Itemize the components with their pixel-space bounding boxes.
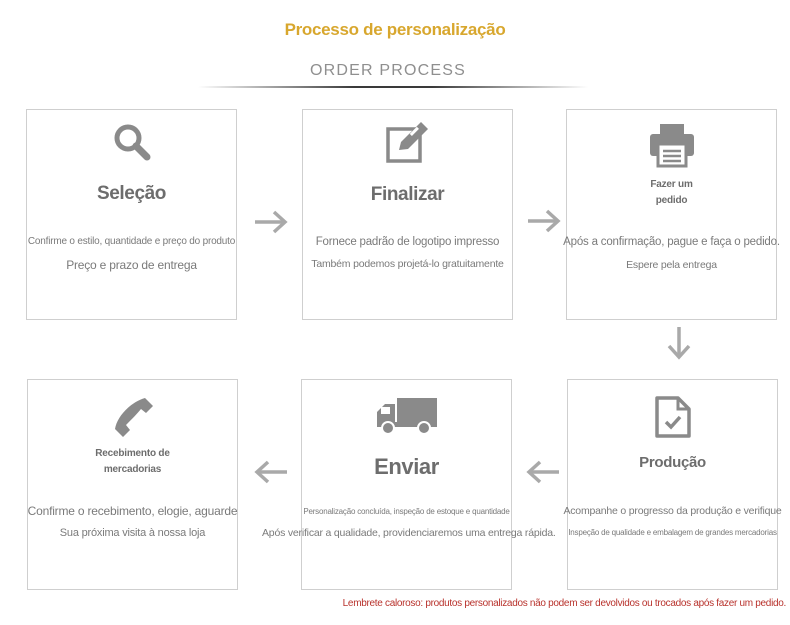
arrow-right-icon [526,208,562,239]
step-detail: Confirme o recebimento, elogie, aguarde [27,504,238,518]
step-detail: Confirme o estilo, quantidade e preço do produto [27,236,236,247]
step-detail: Fornece padrão de logotipo impresso [315,236,500,248]
phone-icon [111,396,155,440]
step-detail: Inspeção de qualidade e embalagem de grandes mercadorias [568,528,777,537]
step-name-line: pedido [655,195,688,206]
step-card-production [563,379,782,590]
step-detail: Preço e prazo de entrega [66,258,197,272]
step-name: Finalizar [370,184,445,205]
step-detail: Personalização concluída, inspeção de estoque e quantidade [303,507,510,516]
step-detail: Após verificar a qualidade, providenciaremos uma entrega rápida. [262,527,556,539]
document-check-icon [653,394,693,440]
magnifier-icon [112,122,152,162]
step-card-ship [262,379,556,590]
arrow-down-icon [666,325,692,366]
edit-icon [385,120,431,166]
warning-note: Lembrete caloroso: produtos personalizados não podem ser devolvidos ou trocados após fazer um pedido. [342,598,786,609]
title-divider [198,86,588,88]
step-detail: Após a confirmação, pague e faça o pedido. [563,236,780,248]
step-detail: Também podemos projetá-lo gratuitamente [311,258,504,270]
step-name-line: Recebimento de [95,448,170,459]
page-subtitle: ORDER PROCESS [309,62,467,79]
step-card-selection [26,109,237,320]
step-name: Enviar [374,454,439,479]
delivery-truck-icon [375,396,439,436]
step-card-place-order [563,109,780,320]
arrow-left-icon [253,459,289,490]
step-name-line: Fazer um [650,179,693,190]
step-detail: Espere pela entrega [626,259,717,271]
arrow-left-icon [525,459,561,490]
step-name: Seleção [96,183,167,204]
page-title: Processo de personalização [284,20,506,39]
step-detail: Acompanhe o progresso da produção e verifique [563,505,782,517]
step-name: Produção [639,454,706,471]
step-detail: Sua próxima visita à nossa loja [59,527,206,539]
printer-icon [648,122,696,168]
step-card-receive-goods [27,379,238,590]
step-name-line: mercadorias [103,464,162,475]
step-card-finalize [302,109,513,320]
